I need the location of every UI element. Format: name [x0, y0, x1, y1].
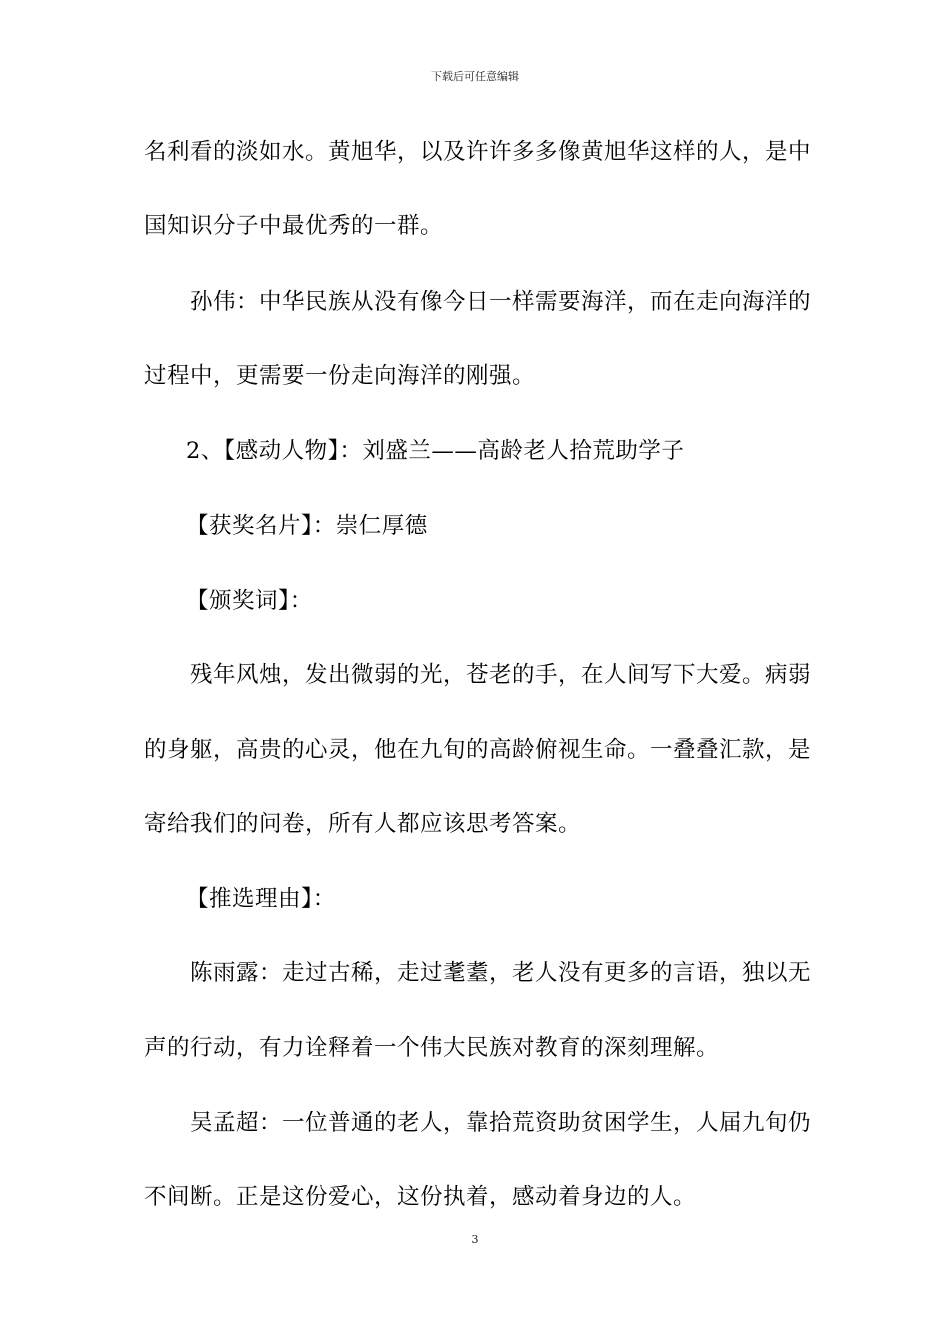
award-card-label: 【获奖名片】：崇仁厚德: [186, 513, 428, 539]
text-line: 寄给我们的问卷，所有人都应该思考答案。: [144, 811, 582, 837]
section-heading: 2、【感动人物】：刘盛兰——高龄老人拾荒助学子: [186, 438, 685, 464]
text-line: 不间断。正是这份爱心，这份执着，感动着身边的人。: [144, 1184, 697, 1210]
text-line: 声的行动，有力诠释着一个伟大民族对教育的深刻理解。: [144, 1035, 720, 1061]
reasons-label: 【推选理由】：: [186, 886, 336, 912]
page-header: 下载后可任意编辑: [431, 70, 519, 83]
text-line: 吴孟超：一位普通的老人，靠拾荒资助贫困学生，人届九旬仍: [190, 1110, 812, 1136]
text-line: 国知识分子中最优秀的一群。: [144, 213, 444, 239]
text-line: 的身躯，高贵的心灵，他在九旬的高龄俯视生命。一叠叠汇款，是: [144, 737, 812, 763]
text-line: 陈雨露：走过古稀，走过耄耋，老人没有更多的言语，独以无: [190, 960, 812, 986]
text-line: 孙伟：中华民族从没有像今日一样需要海洋，而在走向海洋的: [190, 289, 812, 315]
page-number: 3: [471, 1233, 479, 1246]
text-line: 过程中，更需要一份走向海洋的刚强。: [144, 363, 536, 389]
text-line: 名利看的淡如水。黄旭华，以及许许多多像黄旭华这样的人，是中: [144, 139, 812, 165]
citation-label: 【颁奖词】：: [186, 588, 313, 614]
text-line: 残年风烛，发出微弱的光，苍老的手，在人间写下大爱。病弱: [190, 662, 812, 688]
